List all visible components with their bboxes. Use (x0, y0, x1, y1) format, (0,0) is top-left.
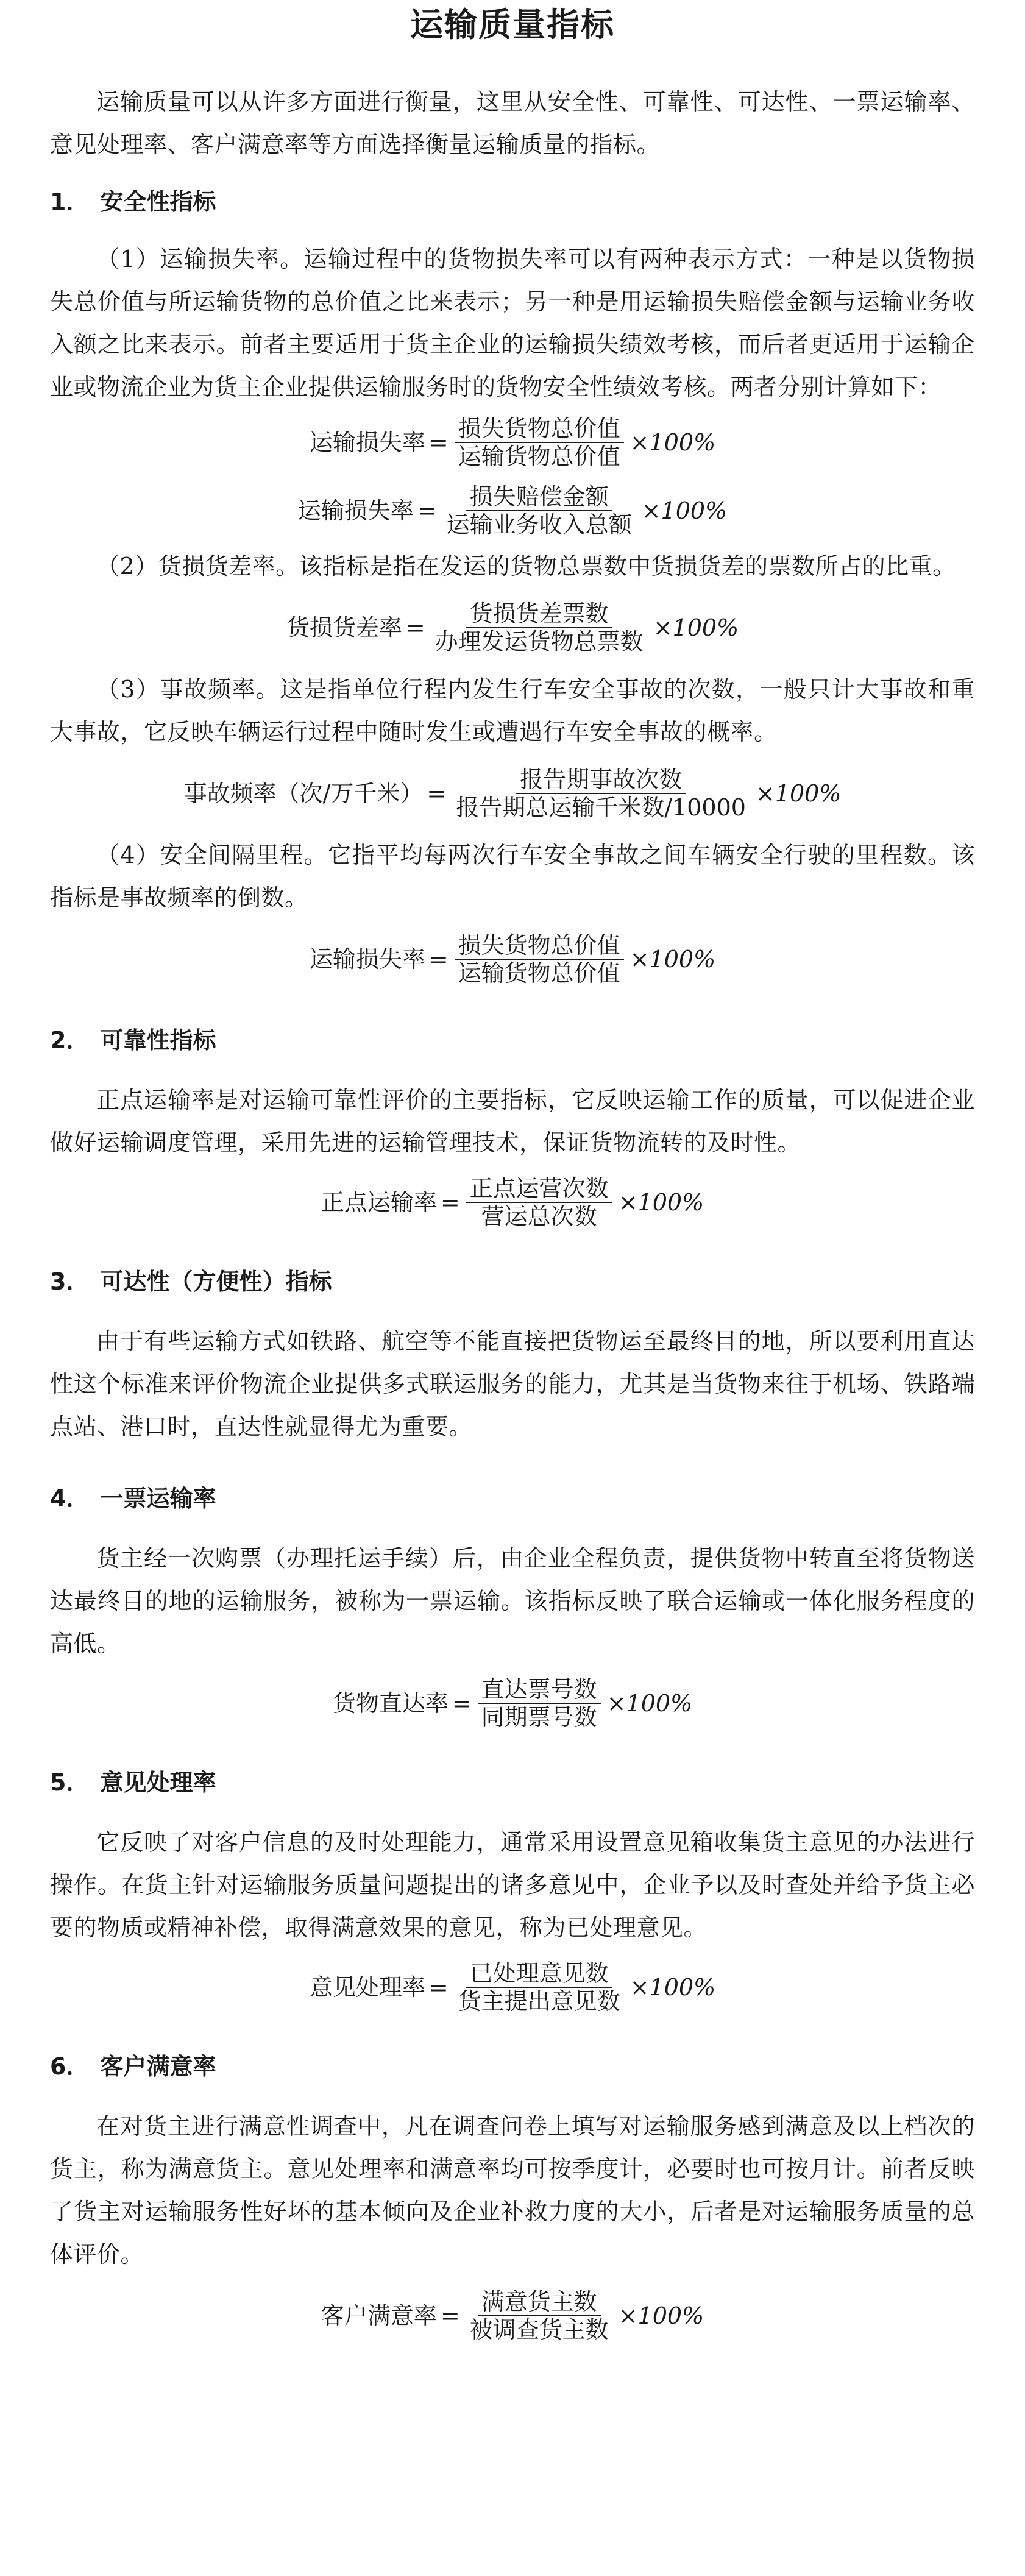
section-number: 4． (50, 1485, 90, 1512)
formula-multiplier: ×100% (653, 614, 739, 641)
fraction-denominator: 运输货物总价值 (458, 443, 620, 470)
section-heading-reliability (50, 1019, 1025, 1062)
formula-multiplier: ×100% (630, 429, 716, 456)
fraction-denominator: 营运总次数 (481, 1203, 597, 1230)
fraction-numerator: 直达票号数 (478, 1676, 601, 1704)
paragraph-safety-interval-mileage: （4）安全间隔里程。它指平均每两次行车安全事故之间车辆安全行驶的里程数。该指标是事故频率的倒数。 (50, 842, 975, 911)
formula-lhs: 运输损失率 (297, 497, 414, 524)
formula-multiplier: ×100% (755, 780, 842, 807)
formula-lhs: 运输损失率 (309, 946, 425, 973)
section-heading-feedback-handling (50, 1761, 1025, 1804)
fraction (443, 483, 636, 538)
fraction-denominator: 运输货物总价值 (458, 960, 620, 987)
paragraph-customer-satisfaction: 在对货主进行满意性调查中，凡在调查问卷上填写对运输服务感到满意及以上档次的货主，称为满意货主。意见处理率和满意率均可按季度计，必要时也可按月计。前者反映了货主对运输服务性好坏的基本倾向及企业补救力度的大小，后者是对运输服务质量的总体评价。 (50, 2113, 975, 2268)
section-number: 1． (50, 188, 90, 215)
paragraph-cargo-damage-rate: （2）货损货差率。该指标是指在发运的货物总票数中货损货差的票数所占的比重。 (96, 553, 956, 580)
fraction-denominator: 货主提出意见数 (458, 1988, 620, 2015)
section-title: 安全性指标 (100, 188, 216, 215)
fraction-numerator: 货损货差票数 (466, 600, 612, 628)
fraction-denominator: 办理发运货物总票数 (434, 628, 644, 655)
fraction (431, 600, 647, 655)
section-title: 一票运输率 (100, 1485, 216, 1512)
section-number: 6． (50, 2053, 90, 2080)
fraction (452, 766, 750, 821)
formula-safety-interval: 运输损失率 = $\frac{\text{损失货物总价值}}{\text{运输货物总价值}}$ ×100% (309, 932, 716, 987)
document-title: 运输质量指标 (410, 5, 615, 44)
formula-multiplier: ×100% (641, 497, 728, 524)
section-title: 可靠性指标 (100, 1027, 216, 1054)
fraction-numerator: 满意货主数 (478, 2288, 601, 2316)
fraction (455, 415, 624, 470)
section-title: 可达性（方便性）指标 (100, 1268, 332, 1295)
section-number: 3． (50, 1268, 90, 1295)
fraction-denominator: 同期票号数 (481, 1704, 597, 1731)
fraction (455, 1960, 624, 2015)
fraction-numerator: 正点运营次数 (466, 1175, 612, 1203)
section-heading-safety (50, 180, 1025, 223)
formula-multiplier: ×100% (606, 1690, 693, 1717)
paragraph-directness: 由于有些运输方式如铁路、航空等不能直接把货物运至最终目的地，所以要利用直达性这个标准来评价物流企业提供多式联运服务的能力，尤其是当货物来往于机场、铁路端点站、港口时，直达性就显得尤为重要。 (50, 1328, 975, 1440)
fraction-numerator: 损失货物总价值 (455, 932, 624, 960)
fraction (455, 932, 624, 987)
formula-customer-satisfaction-rate: 客户满意率 = $\frac{\text{满意货主数}}{\text{被调查货主数}}$ ×100% (321, 2288, 704, 2343)
section-heading-one-ticket (50, 1477, 1025, 1520)
formula-lhs: 事故频率（次/万千米） (183, 780, 424, 807)
formula-multiplier: ×100% (618, 2302, 704, 2329)
formula-feedback-handling-rate: 意见处理率 = $\frac{\text{已处理意见数}}{\text{货主提出意见数}}$ ×100% (309, 1960, 716, 2015)
formula-on-time-rate: 正点运输率 = $\frac{\text{正点运营次数}}{\text{营运总次数}}$ ×100% (321, 1175, 704, 1230)
paragraph-accident-frequency: （3）事故频率。这是指单位行程内发生行车安全事故的次数，一般只计大事故和重大事故，它反映车辆运行过程中随时发生或遭遇行车安全事故的概率。 (50, 676, 975, 745)
intro-paragraph: 运输质量可以从许多方面进行衡量，这里从安全性、可靠性、可达性、一票运输率、意见处理率、客户满意率等方面选择衡量运输质量的指标。 (50, 88, 975, 158)
paragraph-on-time-rate: 正点运输率是对运输可靠性评价的主要指标，它反映运输工作的质量，可以促进企业做好运输调度管理，采用先进的运输管理技术，保证货物流转的及时性。 (50, 1087, 975, 1156)
formula-accident-frequency: 事故频率（次/万千米） = $\frac{\text{报告期事故次数}}{\text{报告期总运输千米数/10000}}$ ×100% (183, 766, 842, 821)
formula-lhs: 客户满意率 (321, 2302, 437, 2329)
fraction-denominator: 运输业务收入总额 (446, 511, 632, 538)
section-number: 5． (50, 1769, 90, 1796)
paragraph-transport-loss-rate: （1）运输损失率。运输过程中的货物损失率可以有两种表示方式：一种是以货物损失总价值与所运输货物的总价值之比来表示；另一种是用运输损失赔偿金额与运输业务收入额之比来表示。前者主要适用于货主企业的运输损失绩效考核，而后者更适用于运输企业或物流企业为货主企业提供运输服务时的货物安全性绩效考核。两者分别计算如下： (50, 246, 975, 400)
formula-lhs: 货损货差率 (286, 614, 402, 641)
fraction-numerator: 已处理意见数 (466, 1960, 612, 1988)
formula-multiplier: ×100% (630, 946, 716, 973)
formula-transport-loss-rate-compensation: 运输损失率 = $\frac{\text{损失赔偿金额}}{\text{运输业务收入总额}}$ ×100% (297, 483, 728, 538)
section-title: 意见处理率 (100, 1769, 216, 1796)
section-heading-customer-satisfaction (50, 2045, 1025, 2088)
fraction-numerator: 报告期事故次数 (516, 766, 686, 794)
formula-lhs: 正点运输率 (321, 1189, 437, 1216)
section-heading-accessibility (50, 1260, 1025, 1303)
fraction-denominator: 报告期总运输千米数/10000 (456, 794, 746, 821)
paragraph-one-ticket-transport: 货主经一次购票（办理托运手续）后，由企业全程负责，提供货物中转直至将货物送达最终目的地的运输服务，被称为一票运输。该指标反映了联合运输或一体化服务程度的高低。 (50, 1545, 975, 1657)
formula-cargo-damage-rate: 货损货差率 = $\frac{\text{货损货差票数}}{\text{办理发运货物总票数}}$ ×100% (286, 600, 739, 655)
fraction-denominator: 被调查货主数 (469, 2316, 609, 2343)
fraction (478, 1676, 601, 1731)
section-title: 客户满意率 (100, 2053, 216, 2080)
formula-direct-rate: 货物直达率 = $\frac{\text{直达票号数}}{\text{同期票号数}}$ ×100% (332, 1676, 693, 1731)
fraction-numerator: 损失赔偿金额 (466, 483, 612, 511)
fraction-numerator: 损失货物总价值 (455, 415, 624, 443)
formula-multiplier: ×100% (618, 1189, 704, 1216)
formula-lhs: 意见处理率 (309, 1974, 425, 2001)
section-number: 2． (50, 1027, 90, 1054)
formula-transport-loss-rate-value: 运输损失率 = $\frac{\text{损失货物总价值}}{\text{运输货物总价值}}$ ×100% (309, 415, 716, 470)
formula-multiplier: ×100% (630, 1974, 716, 2001)
fraction (466, 1175, 612, 1230)
paragraph-feedback-handling: 它反映了对客户信息的及时处理能力，通常采用设置意见箱收集货主意见的办法进行操作。在货主针对运输服务质量问题提出的诸多意见中，企业予以及时查处并给予货主必要的物质或精神补偿，取得满意效果的意见，称为已处理意见。 (50, 1829, 975, 1941)
fraction (466, 2288, 612, 2343)
formula-lhs: 运输损失率 (309, 429, 425, 456)
formula-lhs: 货物直达率 (332, 1690, 449, 1717)
